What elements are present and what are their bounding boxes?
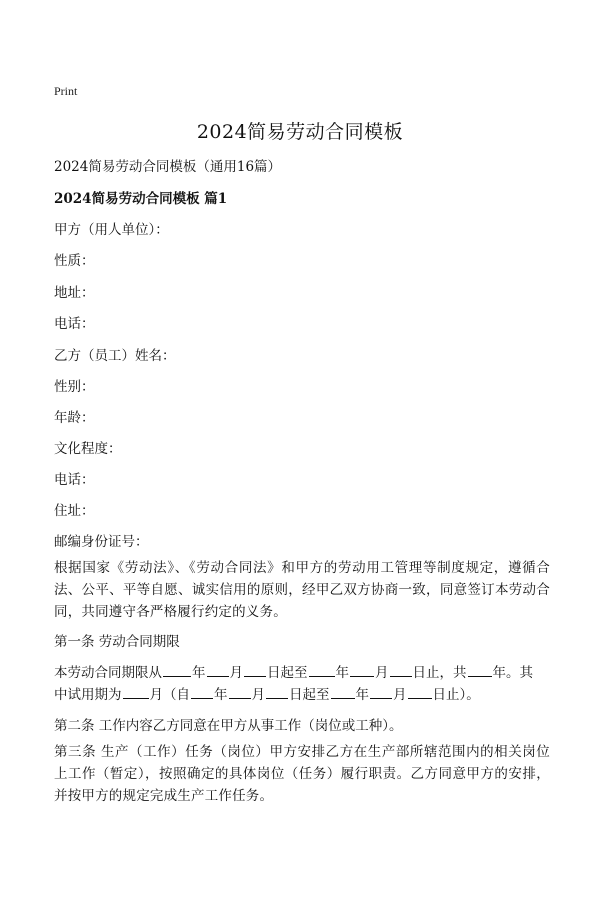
blank-line: [370, 684, 392, 699]
text-segment: 月: [393, 687, 407, 703]
phone-field-a: 电话：: [54, 316, 95, 332]
blank-line: [123, 684, 149, 699]
article1-probation-line: [54, 683, 480, 703]
section-heading: 2024简易劳动合同模板 篇1: [54, 191, 228, 207]
education-field: 文化程度：: [54, 441, 122, 457]
age-field: 年龄：: [54, 410, 95, 426]
party-b-name-field: 乙方（员工）姓名：: [54, 348, 176, 364]
text-segment: 年: [214, 687, 228, 703]
document-subtitle: 2024简易劳动合同模板（通用16篇）: [54, 159, 282, 175]
text-segment: 月（自: [149, 687, 190, 703]
article2-paragraph: 第二条 工作内容乙方同意在甲方从事工作（岗位或工种）。: [54, 718, 403, 734]
blank-line: [390, 662, 412, 677]
intro-paragraph: 根据国家《劳动法》、《劳动合同法》和甲方的劳动用工管理等制度规定，遵循合法、公平、平等自愿、诚实信用的原则，经甲乙双方协商一致，同意签订本劳动合同，共同遵守各严格履行约定的义务。: [54, 560, 550, 620]
text-segment: 月: [251, 687, 265, 703]
nature-field: 性质：: [54, 253, 95, 269]
blank-line: [309, 662, 335, 677]
text-segment: 年: [192, 665, 206, 681]
text-segment: 年: [335, 665, 349, 681]
text-segment: 月: [229, 665, 243, 681]
text-segment: 年。其: [492, 665, 533, 681]
blank-line: [163, 662, 191, 677]
print-link[interactable]: Print: [54, 84, 78, 98]
text-segment: 中试用期为: [54, 687, 122, 703]
gender-field: 性别：: [54, 379, 95, 395]
blank-line: [408, 684, 432, 699]
article1-term-line: [54, 661, 533, 681]
blank-line: [266, 684, 288, 699]
blank-line: [207, 662, 229, 677]
blank-line: [244, 662, 266, 677]
text-segment: 本劳动合同期限从: [54, 665, 162, 681]
text-segment: 月: [375, 665, 389, 681]
document-title: 2024简易劳动合同模板: [196, 121, 404, 143]
text-segment: 日止，共: [412, 665, 467, 681]
party-a-field: 甲方（用人单位）：: [54, 222, 169, 238]
text-segment: 日起至: [267, 665, 308, 681]
text-segment: 日止）。: [432, 687, 480, 703]
postcode-id-field: 邮编身份证号：: [54, 534, 149, 550]
blank-line: [331, 684, 355, 699]
text-segment: 日起至: [289, 687, 330, 703]
article1-heading: 第一条 劳动合同期限: [54, 634, 180, 650]
article3-paragraph: 第三条 生产（工作）任务（岗位）甲方安排乙方在生产部所辖范围内的相关岗位上工作（暂定），按照确定的具体岗位（任务）履行职责。乙方同意甲方的安排，并按甲方的规定完成生产工作任务。: [54, 744, 550, 804]
phone-field-b: 电话：: [54, 472, 95, 488]
blank-line: [468, 662, 492, 677]
blank-line: [229, 684, 251, 699]
address-field: 地址：: [54, 285, 95, 301]
residence-field: 住址：: [54, 503, 95, 519]
blank-line: [191, 684, 213, 699]
text-segment: 年: [355, 687, 369, 703]
blank-line: [350, 662, 374, 677]
